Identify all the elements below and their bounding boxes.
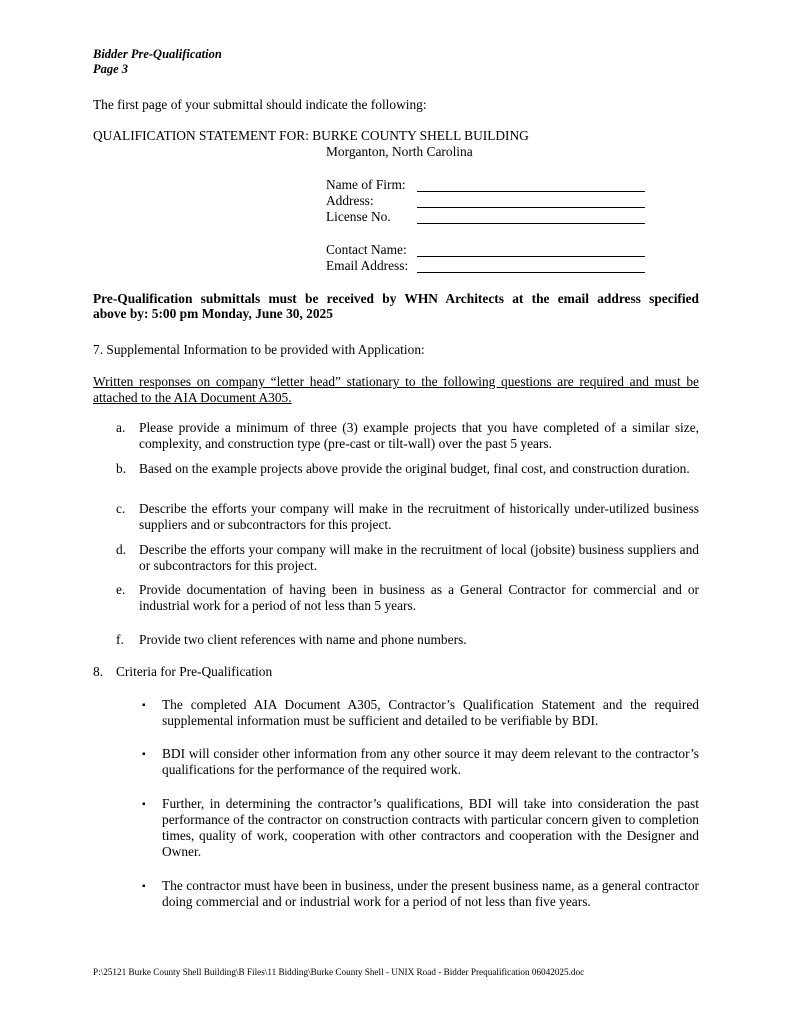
item-marker-f: f.	[116, 632, 124, 647]
list-item-e: Provide documentation of having been in business as a General Contractor for commercial and or industrial work for a period of not less than 5 years.	[139, 582, 699, 613]
header-page-number: Page 3	[93, 62, 129, 76]
field-label-address: Address:	[326, 193, 374, 208]
item-marker-e: e.	[116, 582, 126, 597]
section-8-heading: Criteria for Pre-Qualification	[116, 664, 273, 679]
criteria-bullet-2: BDI will consider other information from any other source it may deem relevant to the contractor’s qualifications for the performance of the required work.	[162, 746, 699, 777]
bullet-icon: ▪	[142, 881, 146, 892]
field-label-email: Email Address:	[326, 258, 409, 273]
list-item-d: Describe the efforts your company will make in the recruitment of local (jobsite) business suppliers and or subcontractors for this project.	[139, 542, 699, 573]
list-item-a: Please provide a minimum of three (3) example projects that you have completed of a similar size, complexity, and construction type (pre-cast or tilt-wall) over the past 5 years.	[139, 420, 699, 451]
footer-file-path: P:\25121 Burke County Shell Building\B Files\11 Bidding\Burke County Shell - UNIX Road - Bidder Prequalification 06042025.doc	[93, 967, 585, 977]
license-line	[417, 223, 645, 224]
item-marker-a: a.	[116, 420, 126, 435]
bullet-icon: ▪	[142, 799, 146, 810]
contact-name-line	[417, 256, 645, 257]
list-item-f: Provide two client references with name and phone numbers.	[139, 632, 467, 647]
header-title: Bidder Pre-Qualification	[93, 47, 222, 61]
criteria-bullet-4: The contractor must have been in business, under the present business name, as a general contractor doing commercial and or industrial work for a period of not less than five years.	[162, 878, 699, 909]
criteria-bullet-1: The completed AIA Document A305, Contractor’s Qualification Statement and the required supplemental information must be sufficient and detailed to be verifiable by BDI.	[162, 697, 699, 728]
intro-text: The first page of your submittal should indicate the following:	[93, 97, 427, 112]
bullet-icon: ▪	[142, 749, 146, 760]
deadline-line-1: Pre-Qualification submittals must be received by WHN Architects at the email address specified	[93, 291, 699, 306]
bullet-icon: ▪	[142, 700, 146, 711]
email-line	[417, 272, 645, 273]
item-marker-d: d.	[116, 542, 127, 557]
item-marker-c: c.	[116, 501, 126, 516]
item-marker-b: b.	[116, 461, 127, 476]
qualification-statement: QUALIFICATION STATEMENT FOR: BURKE COUNTY SHELL BUILDING	[93, 128, 529, 143]
section-7-instructions: Written responses on company “letter head” stationary to the following questions are required and must be attached to the AIA Document A305.	[93, 374, 699, 405]
field-label-contact-name: Contact Name:	[326, 242, 407, 257]
deadline-line-2: above by: 5:00 pm Monday, June 30, 2025	[93, 306, 333, 321]
field-label-license: License No.	[326, 209, 391, 224]
section-8-marker: 8.	[93, 664, 104, 679]
firm-name-line	[417, 191, 645, 192]
list-item-c: Describe the efforts your company will make in the recruitment of historically under-utilized business suppliers and or subcontractors for this project.	[139, 501, 699, 532]
qualification-location: Morganton, North Carolina	[326, 144, 473, 159]
section-7-heading: 7. Supplemental Information to be provided with Application:	[93, 342, 425, 357]
criteria-bullet-3: Further, in determining the contractor’s qualifications, BDI will take into consideration the past performance of the contractor on construction contracts with particular concern given to completion times, quality of work, cooperation with other contractors and cooperation with the Designer and Owner.	[162, 796, 699, 859]
field-label-firm-name: Name of Firm:	[326, 177, 406, 192]
list-item-b: Based on the example projects above provide the original budget, final cost, and construction duration.	[139, 461, 690, 476]
address-line	[417, 207, 645, 208]
